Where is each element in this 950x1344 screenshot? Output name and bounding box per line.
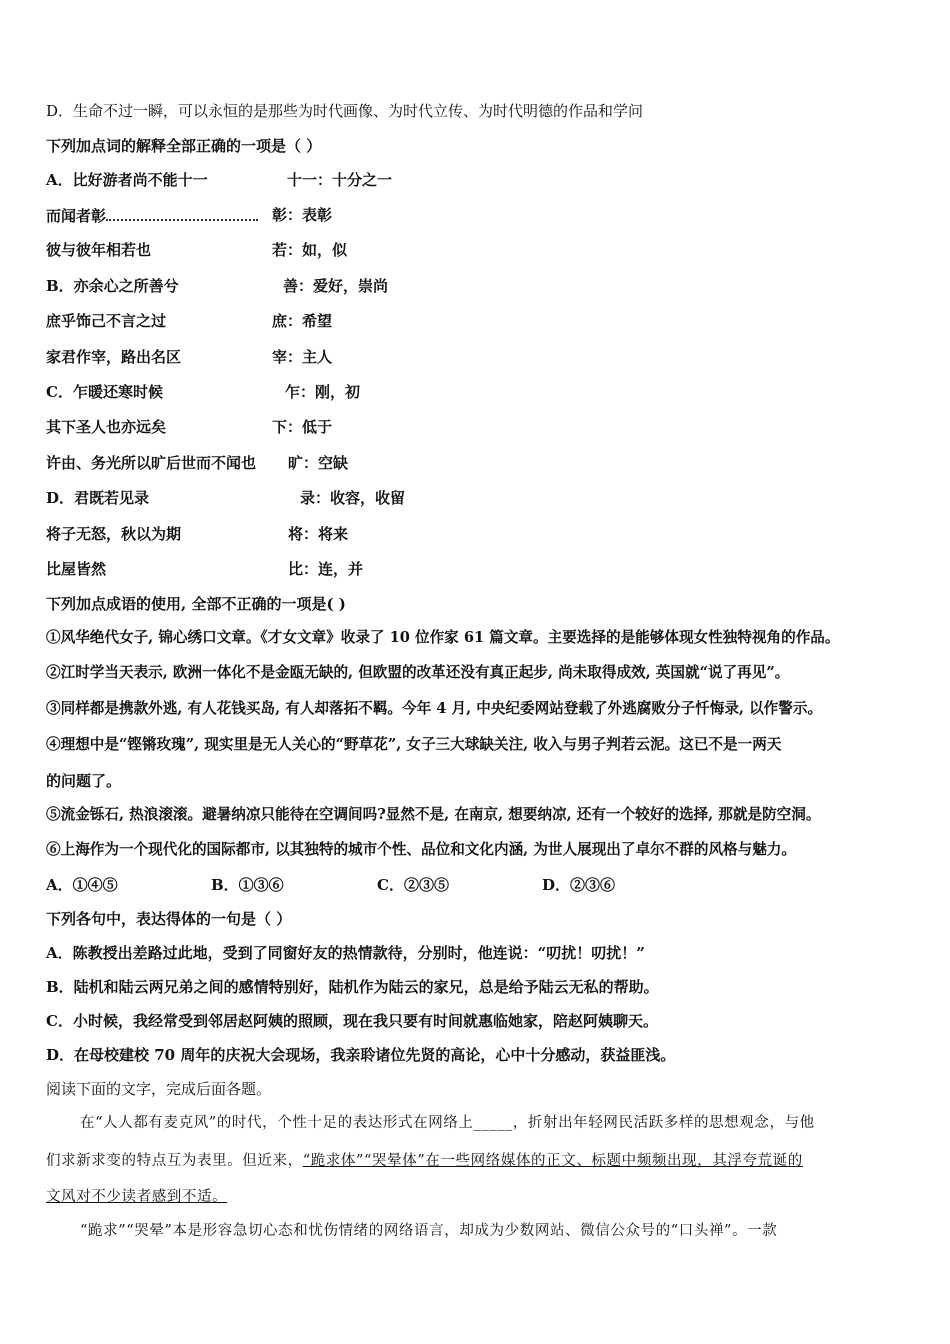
q1-option-a-line1: A．比好游者尚不能十一 bbox=[46, 171, 208, 189]
q2-sentence-5: ⑤流金铄石, 热浪滚滚。避暑纳凉只能待在空调间吗?显然不是, 在南京, 想要纳凉, 还有一个较好的选择, 那就是防空洞。 bbox=[46, 806, 821, 823]
dotted-leader bbox=[106, 205, 258, 221]
q1-option-b-line3: 家君作宰，路出名区 bbox=[46, 348, 182, 366]
passage-p1-line1 bbox=[80, 1113, 815, 1133]
q1-option-d-line1: D．君既若见录 bbox=[46, 489, 150, 507]
q3-option-c: C．小时候，我经常受到邻居赵阿姨的照顾，现在我只要有时间就惠临她家，陪赵阿姨聊天。 bbox=[46, 1012, 658, 1030]
q2-option-a: A．①④⑤ bbox=[46, 876, 118, 894]
q1-option-d-line2: 将子无怒，秋以为期 bbox=[46, 525, 182, 543]
passage-p1-line2 bbox=[46, 1151, 803, 1171]
q1-option-b-line1: B．亦余心之所善兮 bbox=[46, 277, 179, 295]
q1-option-c-line3: 许由、务光所以旷后世而不闻也 bbox=[46, 454, 257, 472]
q2-option-c: C．②③⑤ bbox=[377, 876, 449, 894]
q2-sentence-6: ⑥上海作为一个现代化的国际都市, 以其独特的城市个性、品位和文化内涵, 为世人展现出了卓尔不群的风格与魅力。 bbox=[46, 841, 797, 858]
q3-option-d: D．在母校建校 70 周年的庆祝大会现场，我亲聆诸位先贤的高论，心中十分感动，获益匪浅。 bbox=[46, 1046, 676, 1064]
q1-option-a-line1-gloss: 十一：十分之一 bbox=[287, 171, 393, 189]
q2-sentence-4: ④理想中是“铿锵玫瑰”, 现实里是无人关心的“野草花”, 女子三大球缺关注, 收入与男子判若云泥。这已不是一两天 bbox=[46, 736, 782, 753]
reading-instruction: 阅读下面的文字，完成后面各题。 bbox=[46, 1080, 272, 1098]
option-d-prev-question: D．生命不过一瞬，可以永恒的是那些为时代画像、为时代立传、为时代明德的作品和学问 bbox=[46, 102, 644, 120]
passage-p2-line1: “跪求”“哭晕”本是形容急切心态和忧伤情绪的网络语言，却成为少数网站、微信公众号的“口头禅”。一款 bbox=[80, 1223, 778, 1239]
q3-option-b: B．陆机和陆云两兄弟之间的感情特别好，陆机作为陆云的家兄，总是给予陆云无私的帮助。 bbox=[46, 978, 659, 996]
q2-sentence-1: ①风华绝代女子, 锦心绣口文章。《才女文章》收录了 10 位作家 61 篇文章。主要选择的是能够体现女性独特视角的作品。 bbox=[46, 629, 840, 646]
p1-text-a: 在“人人都有麦克风”的时代，个性十足的表达形式在网络上 bbox=[80, 1115, 474, 1131]
q2-option-d: D．②③⑥ bbox=[542, 876, 616, 894]
q1-option-a-line2-gloss: 彰：表彰 bbox=[272, 206, 333, 224]
q1-option-c-line3-gloss: 旷：空缺 bbox=[288, 454, 349, 472]
question-3-stem: 下列各句中，表达得体的一句是（ ） bbox=[46, 910, 292, 928]
q1-option-c-line2-gloss: 下：低于 bbox=[272, 418, 333, 436]
passage-p1-line3: 文风对不少读者感到不适。 bbox=[46, 1189, 228, 1205]
q1-option-b-line3-gloss: 宰：主人 bbox=[272, 348, 333, 366]
q1-option-c-line1-gloss: 乍：刚，初 bbox=[285, 383, 361, 401]
q2-sentence-3: ③同样都是携款外逃, 有人花钱买岛, 有人却落拓不羁。今年 4 月, 中央纪委网站登载了外逃腐败分子忏悔录, 以作警示。 bbox=[46, 700, 823, 717]
q1-option-a-line3: 彼与彼年相若也 bbox=[46, 241, 152, 259]
q1-option-d-line3: 比屋皆然 bbox=[46, 560, 107, 578]
q1-option-a-line3-gloss: 若：如，似 bbox=[272, 241, 348, 259]
q1-option-b-line1-gloss: 善：爱好，崇尚 bbox=[283, 277, 389, 295]
q1-option-a-line2 bbox=[46, 205, 258, 226]
q2-option-b: B．①③⑥ bbox=[211, 876, 284, 894]
fill-blank: _____ bbox=[473, 1115, 513, 1131]
q1-option-c-line2: 其下圣人也亦远矣 bbox=[46, 418, 167, 436]
q1-option-d-line2-gloss: 将：将来 bbox=[288, 525, 349, 543]
p1-text-b: ，折射出年轻网民活跃多样的思想观念，与他 bbox=[512, 1115, 815, 1131]
q2-sentence-2: ②江时学当天表示, 欧洲一体化不是金瓯无缺的, 但欧盟的改革还没有真正起步, 尚未取得成效, 英国就“说了再见”。 bbox=[46, 664, 790, 681]
question-1-stem: 下列加点词的解释全部正确的一项是（ ） bbox=[46, 137, 322, 155]
q1-option-c-line1: C．乍暖还寒时候 bbox=[46, 383, 163, 401]
underlined-sentence: “跪求体”“哭晕体”在一些网络媒体的正文、标题中频频出现，其浮夸荒诞的 bbox=[302, 1153, 803, 1169]
q1-option-d-line3-gloss: 比：连，并 bbox=[288, 560, 364, 578]
q1-a2-text: 而闻者彰 bbox=[46, 207, 107, 225]
question-2-stem: 下列加点成语的使用, 全部不正确的一项是( ) bbox=[46, 595, 346, 613]
q2-sentence-4-cont: 的问题了。 bbox=[46, 772, 122, 790]
q1-option-b-line2: 庶乎饰己不言之过 bbox=[46, 312, 167, 330]
q1-option-d-line1-gloss: 录：收容，收留 bbox=[300, 489, 406, 507]
p1-text-c: 们求新求变的特点互为表里。但近来， bbox=[46, 1153, 303, 1169]
q3-option-a: A．陈教授出差路过此地，受到了同窗好友的热情款待，分别时，他连说：“叨扰！叨扰！” bbox=[46, 944, 645, 962]
q1-option-b-line2-gloss: 庶：希望 bbox=[272, 312, 333, 330]
